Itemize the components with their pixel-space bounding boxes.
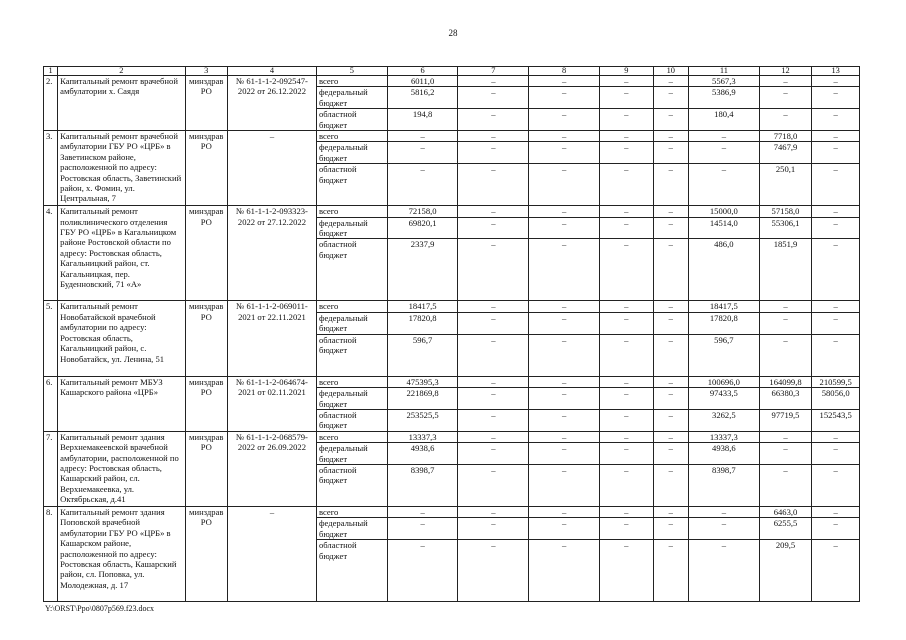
value-cell-9: –	[600, 443, 654, 465]
funding-source: всего	[316, 206, 387, 217]
value-cell-6: 2337,9	[387, 239, 458, 301]
value-cell-8: –	[529, 217, 600, 239]
value-cell-11: 596,7	[688, 334, 759, 376]
document-ref: № 61-1-1-2-069011-2021 от 22.11.2021	[227, 301, 316, 376]
funding-source: областной бюджет	[316, 109, 387, 131]
header-cell: 12	[759, 67, 812, 76]
header-cell: 11	[688, 67, 759, 76]
executor: минздрав РО	[185, 301, 227, 376]
value-cell-12: –	[759, 301, 812, 312]
project-name: Капитальный ремонт здания Верхнемакеевской врачебной амбулатории, расположенной по адресу: Ростовская область, Кашарский район, сл. Верхнемакеевка, ул. Октябрьская, д.41	[58, 431, 185, 506]
document-ref: –	[227, 131, 316, 206]
value-cell-6: 5816,2	[387, 87, 458, 109]
header-cell: 13	[812, 67, 860, 76]
project-name: Капитальный ремонт Новобатайской врачебной амбулатории по адресу: Ростовская область, Кагальницкий район, с. Новобатайск, ул. Ленина, 51	[58, 301, 185, 376]
value-cell-13: –	[812, 443, 860, 465]
value-cell-7: –	[458, 388, 529, 410]
footer-file-path: Y:\ORST\Ppo\0807p569.f23.docx	[45, 604, 155, 613]
value-cell-7: –	[458, 239, 529, 301]
funding-source: областной бюджет	[316, 164, 387, 206]
value-cell-8: –	[529, 376, 600, 387]
value-cell-9: –	[600, 142, 654, 164]
value-cell-13: –	[812, 206, 860, 217]
project-name: Капитальный ремонт поликлинического отделения ГБУ РО «ЦРБ» в Кагальницком районе Ростовской области по адресу: Ростовская область, Кагальницкий район, ст. Кагальницкая, пер. Буденновский, 71 «А»	[58, 206, 185, 301]
value-cell-8: –	[529, 312, 600, 334]
value-cell-8: –	[529, 239, 600, 301]
executor: минздрав РО	[185, 506, 227, 601]
value-cell-10: –	[653, 376, 688, 387]
executor: минздрав РО	[185, 76, 227, 131]
value-cell-13: 152543,5	[812, 409, 860, 431]
funding-source: федеральный бюджет	[316, 217, 387, 239]
value-cell-12: 6463,0	[759, 506, 812, 517]
value-cell-9: –	[600, 301, 654, 312]
value-cell-9: –	[600, 87, 654, 109]
value-cell-8: –	[529, 131, 600, 142]
funding-table	[43, 66, 860, 602]
row-number: 4.	[44, 206, 58, 301]
row-number: 2.	[44, 76, 58, 131]
value-cell-10: –	[653, 464, 688, 506]
row-number: 8.	[44, 506, 58, 601]
value-cell-6: 4938,6	[387, 443, 458, 465]
header-cell: 10	[653, 67, 688, 76]
document-ref: № 61-1-1-2-093323-2022 от 27.12.2022	[227, 206, 316, 301]
value-cell-8: –	[529, 334, 600, 376]
value-cell-9: –	[600, 109, 654, 131]
value-cell-11: 14514,0	[688, 217, 759, 239]
value-cell-9: –	[600, 239, 654, 301]
value-cell-11: –	[688, 142, 759, 164]
header-cell: 3	[185, 67, 227, 76]
value-cell-11: 97433,5	[688, 388, 759, 410]
value-cell-13: –	[812, 109, 860, 131]
value-cell-6: 596,7	[387, 334, 458, 376]
value-cell-6: 253525,5	[387, 409, 458, 431]
header-cell: 9	[600, 67, 654, 76]
value-cell-12: –	[759, 431, 812, 442]
value-cell-12: –	[759, 334, 812, 376]
value-cell-12: 66380,3	[759, 388, 812, 410]
document-ref: № 61-1-1-2-064674-2021 от 02.11.2021	[227, 376, 316, 431]
funding-source: всего	[316, 76, 387, 87]
value-cell-12: 1851,9	[759, 239, 812, 301]
value-cell-6: 72158,0	[387, 206, 458, 217]
value-cell-9: –	[600, 506, 654, 517]
value-cell-8: –	[529, 518, 600, 540]
value-cell-10: –	[653, 76, 688, 87]
row-number: 5.	[44, 301, 58, 376]
value-cell-13: –	[812, 312, 860, 334]
value-cell-8: –	[529, 142, 600, 164]
value-cell-7: –	[458, 464, 529, 506]
executor: минздрав РО	[185, 376, 227, 431]
executor: минздрав РО	[185, 431, 227, 506]
value-cell-6: –	[387, 506, 458, 517]
value-cell-12: 209,5	[759, 540, 812, 602]
value-cell-10: –	[653, 301, 688, 312]
value-cell-10: –	[653, 206, 688, 217]
funding-source: всего	[316, 376, 387, 387]
value-cell-12: 6255,5	[759, 518, 812, 540]
value-cell-11: 8398,7	[688, 464, 759, 506]
value-cell-13: –	[812, 217, 860, 239]
value-cell-12: –	[759, 312, 812, 334]
row-number: 6.	[44, 376, 58, 431]
value-cell-8: –	[529, 87, 600, 109]
header-cell: 7	[458, 67, 529, 76]
value-cell-10: –	[653, 506, 688, 517]
value-cell-12: 97719,5	[759, 409, 812, 431]
funding-source: областной бюджет	[316, 409, 387, 431]
value-cell-11: –	[688, 164, 759, 206]
funding-source: всего	[316, 131, 387, 142]
value-cell-6: –	[387, 142, 458, 164]
page-number: 28	[448, 28, 458, 38]
value-cell-6: 221869,8	[387, 388, 458, 410]
value-cell-13: –	[812, 87, 860, 109]
value-cell-6: –	[387, 518, 458, 540]
value-cell-11: –	[688, 518, 759, 540]
value-cell-10: –	[653, 388, 688, 410]
value-cell-11: –	[688, 506, 759, 517]
value-cell-13: –	[812, 131, 860, 142]
value-cell-13: –	[812, 239, 860, 301]
value-cell-12: –	[759, 464, 812, 506]
value-cell-8: –	[529, 464, 600, 506]
value-cell-6: 475395,3	[387, 376, 458, 387]
header-cell: 4	[227, 67, 316, 76]
value-cell-11: 15000,0	[688, 206, 759, 217]
funding-source: всего	[316, 431, 387, 442]
table-row	[44, 76, 860, 87]
value-cell-12: –	[759, 87, 812, 109]
value-cell-10: –	[653, 239, 688, 301]
value-cell-12: 250,1	[759, 164, 812, 206]
funding-source: федеральный бюджет	[316, 388, 387, 410]
value-cell-13: –	[812, 431, 860, 442]
value-cell-8: –	[529, 76, 600, 87]
value-cell-7: –	[458, 334, 529, 376]
value-cell-9: –	[600, 409, 654, 431]
header-row	[44, 67, 860, 76]
value-cell-7: –	[458, 131, 529, 142]
row-number: 3.	[44, 131, 58, 206]
table-row	[44, 301, 860, 312]
value-cell-8: –	[529, 431, 600, 442]
value-cell-9: –	[600, 164, 654, 206]
funding-source: всего	[316, 301, 387, 312]
value-cell-8: –	[529, 506, 600, 517]
executor: минздрав РО	[185, 206, 227, 301]
value-cell-12: 57158,0	[759, 206, 812, 217]
value-cell-9: –	[600, 376, 654, 387]
value-cell-9: –	[600, 464, 654, 506]
header-cell: 5	[316, 67, 387, 76]
header-cell: 8	[529, 67, 600, 76]
value-cell-11: 17820,8	[688, 312, 759, 334]
value-cell-6: 69820,1	[387, 217, 458, 239]
project-name: Капитальный ремонт МБУЗ Кашарского района «ЦРБ»	[58, 376, 185, 431]
value-cell-7: –	[458, 443, 529, 465]
value-cell-7: –	[458, 518, 529, 540]
value-cell-9: –	[600, 388, 654, 410]
project-name: Капитальный ремонт здания Поповской врачебной амбулатории ГБУ РО «ЦРБ» в Кашарском районе, расположенной по адресу: Ростовская область, Кашарский район, сл. Поповка, ул. Молодежная, д. 17	[58, 506, 185, 601]
value-cell-11: 5567,3	[688, 76, 759, 87]
value-cell-13: 58056,0	[812, 388, 860, 410]
header-cell: 6	[387, 67, 458, 76]
value-cell-9: –	[600, 131, 654, 142]
document-ref: № 61-1-1-2-068579-2022 от 26.09.2022	[227, 431, 316, 506]
value-cell-7: –	[458, 164, 529, 206]
value-cell-10: –	[653, 431, 688, 442]
value-cell-10: –	[653, 334, 688, 376]
value-cell-6: –	[387, 131, 458, 142]
funding-source: федеральный бюджет	[316, 443, 387, 465]
value-cell-12: 7718,0	[759, 131, 812, 142]
funding-source: областной бюджет	[316, 239, 387, 301]
funding-source: областной бюджет	[316, 334, 387, 376]
value-cell-8: –	[529, 409, 600, 431]
value-cell-13: –	[812, 301, 860, 312]
funding-source: федеральный бюджет	[316, 312, 387, 334]
value-cell-9: –	[600, 206, 654, 217]
value-cell-10: –	[653, 409, 688, 431]
value-cell-11: 100696,0	[688, 376, 759, 387]
value-cell-10: –	[653, 164, 688, 206]
value-cell-8: –	[529, 443, 600, 465]
value-cell-7: –	[458, 76, 529, 87]
value-cell-12: –	[759, 76, 812, 87]
row-number: 7.	[44, 431, 58, 506]
document-ref: –	[227, 506, 316, 601]
value-cell-10: –	[653, 540, 688, 602]
value-cell-7: –	[458, 206, 529, 217]
value-cell-6: 17820,8	[387, 312, 458, 334]
value-cell-11: 13337,3	[688, 431, 759, 442]
table-row	[44, 131, 860, 142]
value-cell-7: –	[458, 217, 529, 239]
value-cell-10: –	[653, 312, 688, 334]
value-cell-9: –	[600, 76, 654, 87]
value-cell-13: 210599,5	[812, 376, 860, 387]
funding-source: федеральный бюджет	[316, 87, 387, 109]
value-cell-6: 8398,7	[387, 464, 458, 506]
value-cell-7: –	[458, 301, 529, 312]
value-cell-10: –	[653, 87, 688, 109]
document-ref: № 61-1-1-2-092547-2022 от 26.12.2022	[227, 76, 316, 131]
value-cell-6: 18417,5	[387, 301, 458, 312]
value-cell-11: 5386,9	[688, 87, 759, 109]
value-cell-7: –	[458, 540, 529, 602]
value-cell-7: –	[458, 409, 529, 431]
funding-source: федеральный бюджет	[316, 142, 387, 164]
value-cell-10: –	[653, 109, 688, 131]
value-cell-7: –	[458, 312, 529, 334]
value-cell-13: –	[812, 76, 860, 87]
value-cell-11: 18417,5	[688, 301, 759, 312]
funding-source: всего	[316, 506, 387, 517]
value-cell-10: –	[653, 518, 688, 540]
table-row	[44, 206, 860, 217]
value-cell-13: –	[812, 540, 860, 602]
value-cell-9: –	[600, 540, 654, 602]
project-name: Капитальный ремонт врачебной амбулатории х. Саядя	[58, 76, 185, 131]
table-row	[44, 506, 860, 517]
value-cell-13: –	[812, 506, 860, 517]
value-cell-9: –	[600, 217, 654, 239]
value-cell-12: –	[759, 109, 812, 131]
value-cell-8: –	[529, 540, 600, 602]
value-cell-8: –	[529, 388, 600, 410]
table-row	[44, 376, 860, 387]
value-cell-12: 55306,1	[759, 217, 812, 239]
value-cell-11: 3262,5	[688, 409, 759, 431]
value-cell-6: 13337,3	[387, 431, 458, 442]
value-cell-7: –	[458, 506, 529, 517]
value-cell-10: –	[653, 443, 688, 465]
value-cell-12: 7467,9	[759, 142, 812, 164]
value-cell-11: –	[688, 131, 759, 142]
project-name: Капитальный ремонт врачебной амбулатории ГБУ РО «ЦРБ» в Заветинском районе, расположенной по адресу: Ростовская область, Заветинский район, х. Фомин, ул. Центральная, 7	[58, 131, 185, 206]
value-cell-12: –	[759, 443, 812, 465]
funding-source: областной бюджет	[316, 464, 387, 506]
value-cell-6: –	[387, 540, 458, 602]
value-cell-6: –	[387, 164, 458, 206]
value-cell-6: 194,8	[387, 109, 458, 131]
header-cell: 1	[44, 67, 58, 76]
value-cell-13: –	[812, 142, 860, 164]
funding-source: областной бюджет	[316, 540, 387, 602]
value-cell-13: –	[812, 334, 860, 376]
value-cell-13: –	[812, 464, 860, 506]
value-cell-8: –	[529, 164, 600, 206]
value-cell-7: –	[458, 142, 529, 164]
value-cell-8: –	[529, 206, 600, 217]
executor: минздрав РО	[185, 131, 227, 206]
value-cell-10: –	[653, 142, 688, 164]
value-cell-11: 180,4	[688, 109, 759, 131]
value-cell-9: –	[600, 518, 654, 540]
value-cell-13: –	[812, 164, 860, 206]
header-cell: 2	[58, 67, 185, 76]
value-cell-11: 4938,6	[688, 443, 759, 465]
value-cell-13: –	[812, 518, 860, 540]
table-row	[44, 431, 860, 442]
value-cell-7: –	[458, 109, 529, 131]
value-cell-7: –	[458, 376, 529, 387]
value-cell-9: –	[600, 431, 654, 442]
value-cell-12: 164099,8	[759, 376, 812, 387]
value-cell-11: –	[688, 540, 759, 602]
value-cell-7: –	[458, 431, 529, 442]
value-cell-7: –	[458, 87, 529, 109]
value-cell-11: 486,0	[688, 239, 759, 301]
value-cell-10: –	[653, 131, 688, 142]
value-cell-6: 6011,0	[387, 76, 458, 87]
value-cell-8: –	[529, 109, 600, 131]
value-cell-9: –	[600, 312, 654, 334]
funding-source: федеральный бюджет	[316, 518, 387, 540]
value-cell-9: –	[600, 334, 654, 376]
value-cell-10: –	[653, 217, 688, 239]
value-cell-8: –	[529, 301, 600, 312]
